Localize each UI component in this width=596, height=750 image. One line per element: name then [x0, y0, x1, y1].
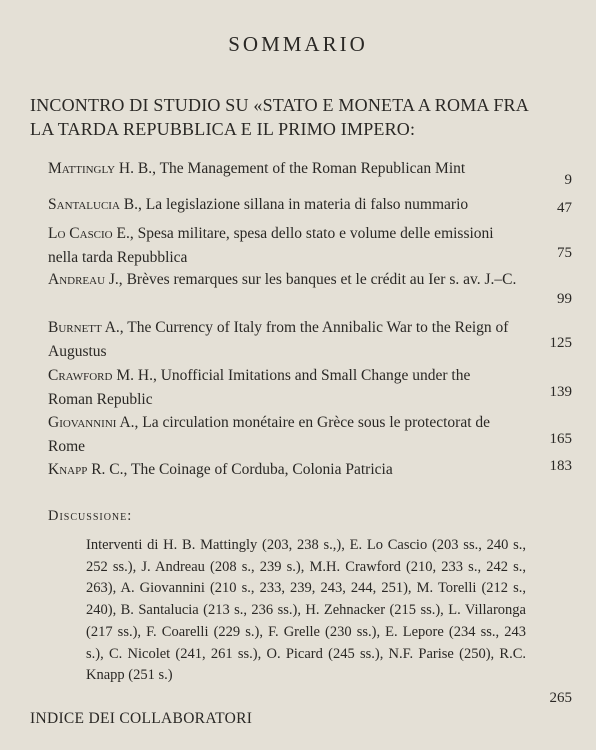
entry-page-number: 165: [549, 431, 572, 447]
list-item: [48, 364, 518, 412]
entry-page-number: 183: [549, 458, 572, 474]
list-item: [48, 411, 518, 459]
discussione-page-number: 265: [549, 690, 572, 706]
entry-page-number: 139: [549, 384, 572, 400]
section-heading: INCONTRO DI STUDIO SU «STATO E MONETA A ROMA FRA LA TARDA REPUBBLICA E IL PRIMO IMPERO:: [30, 95, 528, 139]
list-item: [48, 458, 518, 482]
entry-title: The Management of the Roman Republican Mint: [159, 160, 466, 177]
discussione-text: Interventi di H. B. Mattingly (203, 238 s.,), E. Lo Cascio (203 ss., 240 s., 252 ss.), J. Andreau (208 s., 239 s.), M.H. Crawford (210, 233 s., 242 s., 263), A. Giovannini (210 s., 233, 239, 243, 244, 251), M. Torelli (212 s., 240), B. Santalucia (213 s., 236 ss.), H. Zehnacker (215 ss.), L. Villaronga (217 ss.), F. Coarelli (229 s.), F. Grelle (230 ss.), E. Lepore (234 ss., 243 s.), C. Nicolet (241, 261 ss.), O. Picard (245 ss.), N.F. Parise (250), R.C. Knapp (251 s.): [86, 537, 526, 684]
entry-title: The Currency of Italy from the Annibalic War to the Reign of Augustus: [48, 319, 509, 360]
entry-author: Knapp R. C.,: [48, 461, 128, 478]
discussione-heading: Discussione:: [48, 508, 133, 524]
entry-author: Andreau J.,: [48, 271, 123, 288]
list-item: [48, 193, 518, 217]
entry-title: La legislazione sillana in materia di falso nummario: [145, 196, 469, 213]
entry-author: Lo Cascio E.,: [48, 225, 134, 242]
entry-author: Mattingly H. B.,: [48, 160, 156, 177]
entry-title: The Coinage of Corduba, Colonia Patricia: [130, 461, 393, 478]
entry-author: Burnett A.,: [48, 319, 124, 336]
entry-page-number: 47: [557, 200, 572, 216]
entry-title: La circulation monétaire en Grèce sous le protectorat de Rome: [48, 414, 491, 455]
list-item: [48, 222, 518, 270]
entry-title: Brèves remarques sur les banques et le crédit au Ier s. av. J.–C.: [126, 271, 517, 288]
list-item: [48, 316, 518, 364]
entry-author: Crawford M. H.,: [48, 367, 157, 384]
entry-page-number: 9: [564, 172, 572, 188]
list-item: [48, 268, 518, 292]
list-item: [48, 157, 518, 181]
entry-title: Unofficial Imitations and Small Change under the Roman Republic: [48, 367, 471, 408]
entry-page-number: 125: [549, 335, 572, 351]
indice-heading: INDICE DEI COLLABORATORI: [30, 710, 253, 727]
entry-author: Giovannini A.,: [48, 414, 139, 431]
entry-title: Spesa militare, spesa dello stato e volume delle emissioni nella tarda Repubblica: [48, 225, 494, 266]
page-title: SOMMARIO: [228, 32, 368, 56]
entry-author: Santalucia B.,: [48, 196, 142, 213]
entry-page-number: 75: [557, 245, 572, 261]
entry-page-number: 99: [557, 291, 572, 307]
